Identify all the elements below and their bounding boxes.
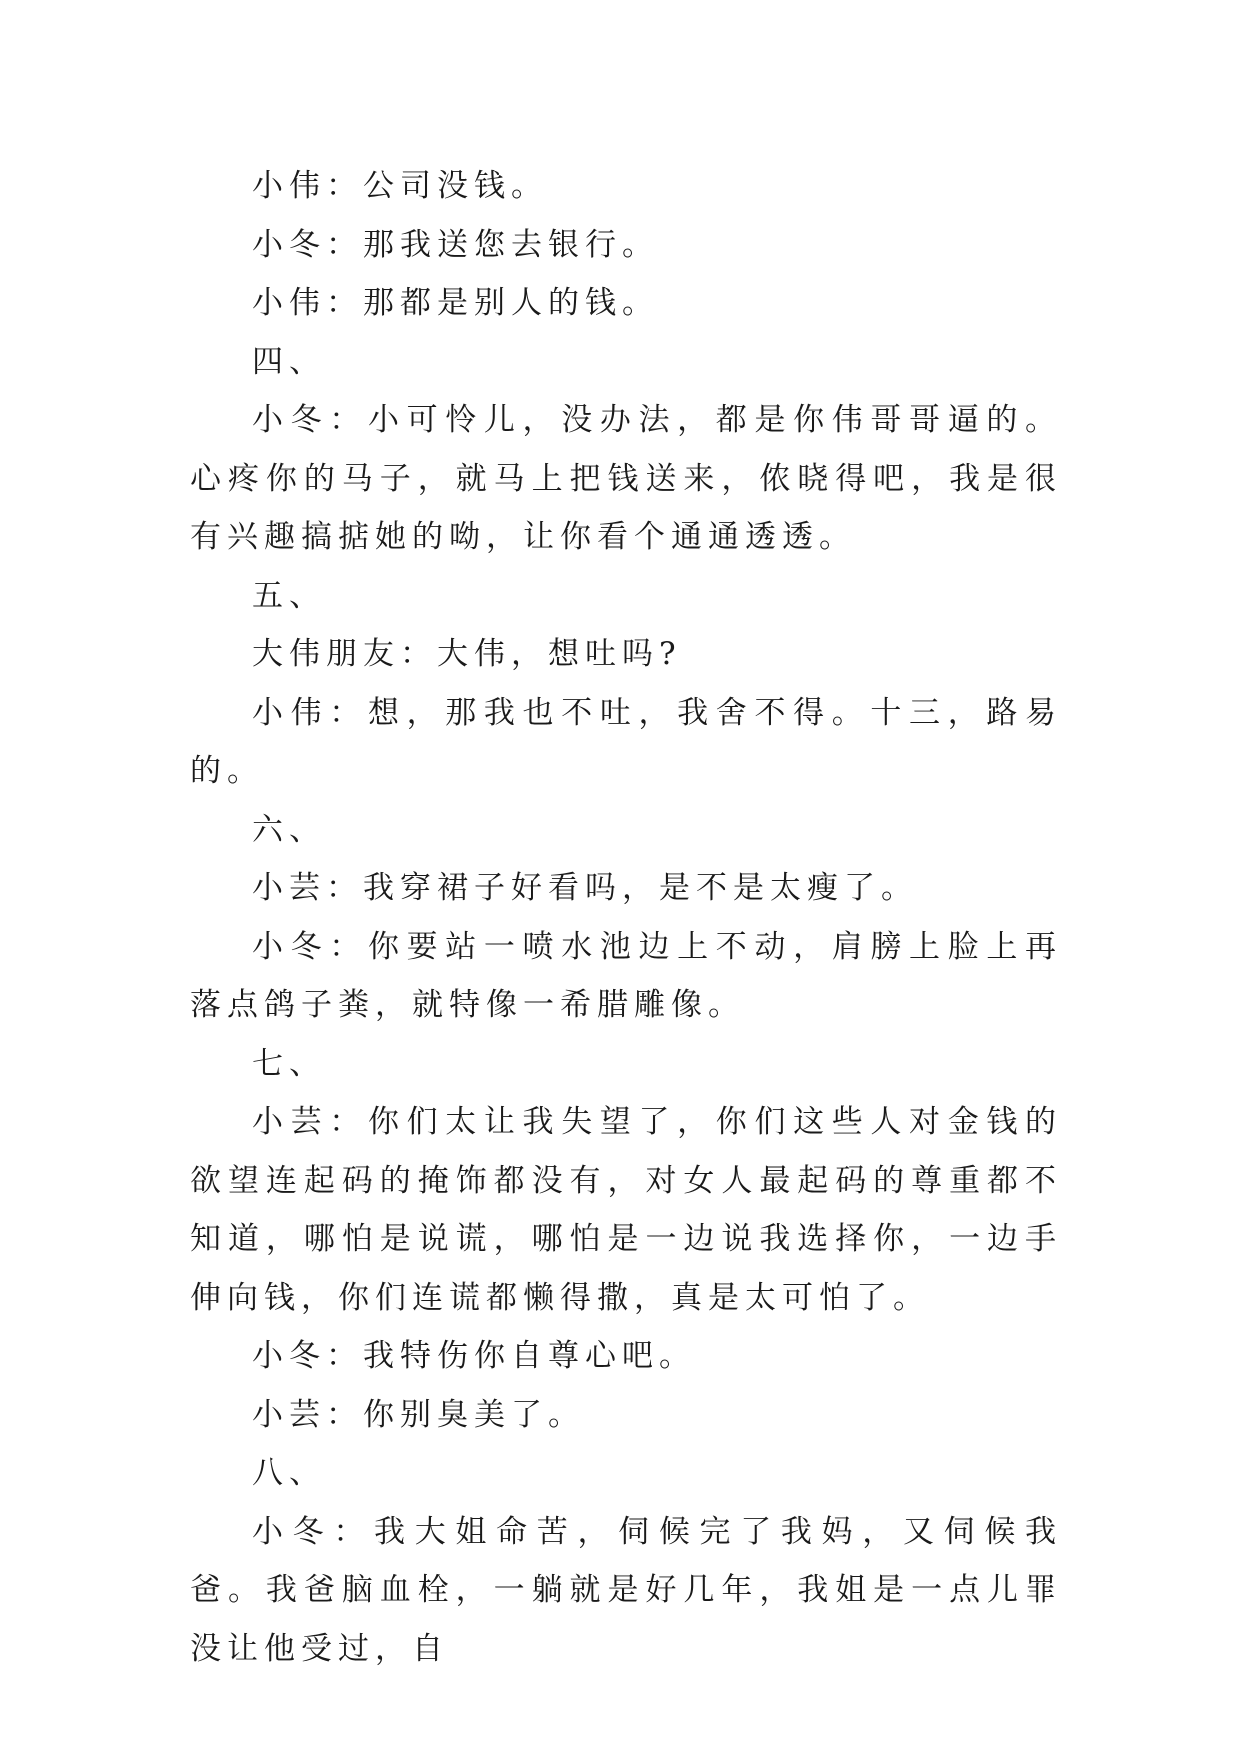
- paragraph: 小冬：小可怜儿，没办法，都是你伟哥哥逼的。心疼你的马子，就马上把钱送来，侬晓得吧，我是很有兴趣搞掂她的呦，让你看个通通透透。: [190, 402, 1062, 555]
- paragraph: 小冬：你要站一喷水池边上不动，肩膀上脸上再落点鸽子粪，就特像一希腊雕像。: [190, 928, 1062, 1023]
- paragraph: 小伟：想，那我也不吐，我舍不得。十三，路易的。: [190, 694, 1062, 789]
- paragraph: 小伟：公司没钱。: [252, 168, 548, 204]
- paragraph: 小冬：我特伤你自尊心吧。: [252, 1338, 696, 1374]
- section-heading: 七、: [252, 1045, 326, 1082]
- paragraph: 小伟：那都是别人的钱。: [252, 285, 659, 321]
- section-heading: 八、: [252, 1455, 326, 1491]
- paragraph: 小芸：你们太让我失望了，你们这些人对金钱的欲望连起码的掩饰都没有，对女人最起码的尊重都不知道，哪怕是说谎，哪怕是一边说我选择你，一边手伸向钱，你们连谎都懒得撒，真是太可怕了。: [190, 1104, 1062, 1316]
- paragraph: 小冬：那我送您去银行。: [252, 226, 659, 263]
- paragraph: 小冬：我大姐命苦，伺候完了我妈，又伺候我爸。我爸脑血栓，一躺就是好几年，我姐是一点儿罪没让他受过，自: [190, 1513, 1062, 1667]
- paragraph: 大伟朋友：大伟，想吐吗?: [252, 636, 682, 672]
- dialogue-text-block: [190, 157, 1062, 1678]
- section-heading: 四、: [252, 343, 326, 380]
- section-heading: 六、: [252, 811, 326, 848]
- section-heading: 五、: [252, 577, 326, 614]
- paragraph: 小芸：我穿裙子好看吗，是不是太瘦了。: [252, 870, 918, 906]
- paragraph: 小芸：你别臭美了。: [252, 1396, 585, 1433]
